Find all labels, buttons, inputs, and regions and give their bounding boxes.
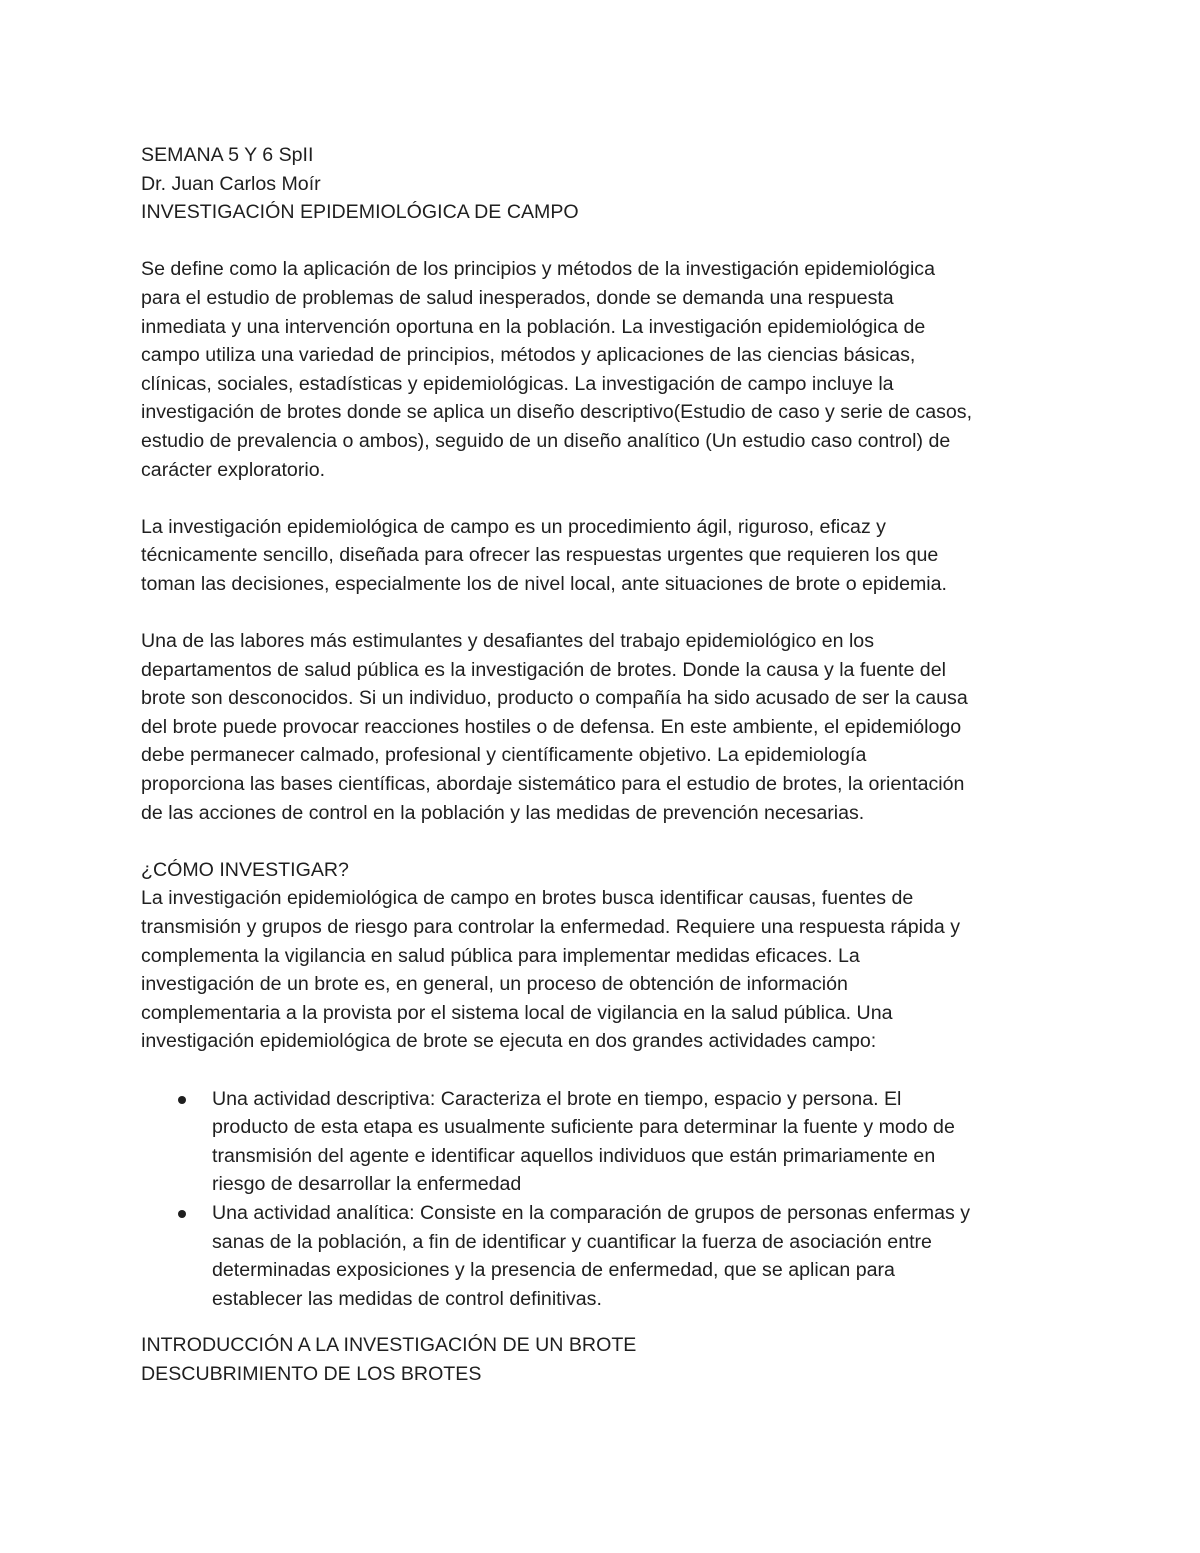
text-line: Una actividad analítica: Consiste en la comparación de grupos de personas enfermas y: [212, 1201, 971, 1224]
text-line: sanas de la población, a fin de identificar y cuantificar la fuerza de asociación entre: [212, 1230, 932, 1253]
spacer: [141, 827, 1061, 856]
author-name: Dr. Juan Carlos Moír: [141, 172, 321, 195]
text-line: producto de esta etapa es usualmente suficiente para determinar la fuente y modo de: [212, 1116, 955, 1139]
text-line: Se define como la aplicación de los principios y métodos de la investigación epidemiológica: [141, 258, 936, 281]
text-line: investigación de brotes donde se aplica un diseño descriptivo(Estudio de caso y serie de casos,: [141, 401, 973, 424]
text-line: Una de las labores más estimulantes y desafiantes del trabajo epidemiológico en los: [141, 630, 875, 653]
text-line: complementa la vigilancia en salud pública para implementar medidas eficaces. La: [141, 944, 860, 967]
list-item: [141, 1199, 1061, 1313]
paragraph-como-investigar: [141, 884, 1061, 1056]
text-line: campo utiliza una variedad de principios, métodos y aplicaciones de las ciencias básicas,: [141, 344, 916, 367]
text-line: transmisión y grupos de riesgo para controlar la enfermedad. Requiere una respuesta rápida y: [141, 916, 961, 939]
spacer: [141, 227, 1061, 256]
bullet-dot-icon: [178, 1210, 186, 1218]
document-body: [141, 141, 1061, 1389]
spacer: [141, 1313, 1061, 1331]
course-title: SEMANA 5 Y 6 SpII: [141, 144, 314, 166]
text-line: proporciona las bases científicas, abordaje sistemático para el estudio de brotes, la orientación: [141, 773, 965, 796]
section-heading-introduccion: INTRODUCCIÓN A LA INVESTIGACIÓN DE UN BROTE: [141, 1334, 637, 1357]
text-line: La investigación epidemiológica de campo es un procedimiento ágil, riguroso, eficaz y: [141, 515, 886, 538]
text-line: clínicas, sociales, estadísticas y epidemiológicas. La investigación de campo incluye la: [141, 372, 894, 395]
text-line: determinadas exposiciones y la presencia de enfermedad, que se aplican para: [212, 1259, 895, 1282]
spacer: [141, 599, 1061, 628]
text-line: transmisión del agente e identificar aquellos individuos que están primariamente en: [212, 1144, 936, 1167]
list-item: [141, 1085, 1061, 1199]
document-title: INVESTIGACIÓN EPIDEMIOLÓGICA DE CAMPO: [141, 201, 579, 224]
text-line: brote son desconocidos. Si un individuo, producto o compañía ha sido acusado de ser la causa: [141, 687, 968, 710]
text-line: estudio de prevalencia o ambos), seguido de un diseño analítico (Un estudio caso control) de: [141, 429, 951, 452]
text-line: técnicamente sencillo, diseñada para ofrecer las respuestas urgentes que requieren los que: [141, 544, 939, 567]
section-heading-descubrimiento: DESCUBRIMIENTO DE LOS BROTES: [141, 1362, 482, 1385]
text-line: debe permanecer calmado, profesional y científicamente objetivo. La epidemiología: [141, 744, 867, 767]
bullet-dot-icon: [178, 1096, 186, 1104]
text-line: Una actividad descriptiva: Caracteriza el brote en tiempo, espacio y persona. El: [212, 1087, 902, 1110]
text-line: carácter exploratorio.: [141, 458, 326, 481]
text-line: departamentos de salud pública es la investigación de brotes. Donde la causa y la fuente del: [141, 658, 946, 681]
text-line: riesgo de desarrollar la enfermedad: [212, 1173, 522, 1196]
bullet-list: [141, 1085, 1061, 1314]
text-line: investigación epidemiológica de brote se ejecuta en dos grandes actividades campo:: [141, 1030, 877, 1053]
text-line: establecer las medidas de control definitivas.: [212, 1287, 602, 1310]
text-line: investigación de un brote es, en general, un proceso de obtención de información: [141, 973, 848, 996]
text-line: toman las decisiones, especialmente los de nivel local, ante situaciones de brote o epidemia.: [141, 572, 947, 595]
text-line: para el estudio de problemas de salud inesperados, donde se demanda una respuesta: [141, 286, 894, 309]
paragraph-definition: [141, 255, 1061, 484]
spacer: [141, 484, 1061, 513]
text-line: de las acciones de control en la población y las medidas de prevención necesarias.: [141, 801, 865, 824]
text-line: del brote puede provocar reacciones hostiles o de defensa. En este ambiente, el epidemiólogo: [141, 715, 962, 738]
text-line: inmediata y una intervención oportuna en la población. La investigación epidemiológica de: [141, 315, 926, 338]
spacer: [141, 1056, 1061, 1085]
text-line: La investigación epidemiológica de campo en brotes busca identificar causas, fuentes de: [141, 887, 914, 910]
paragraph-procedure: [141, 513, 1061, 599]
section-heading-como-investigar: ¿CÓMO INVESTIGAR?: [141, 858, 349, 881]
paragraph-outbreak-work: [141, 627, 1061, 827]
text-line: complementaria a la provista por el sistema local de vigilancia en la salud pública. Una: [141, 1001, 893, 1024]
